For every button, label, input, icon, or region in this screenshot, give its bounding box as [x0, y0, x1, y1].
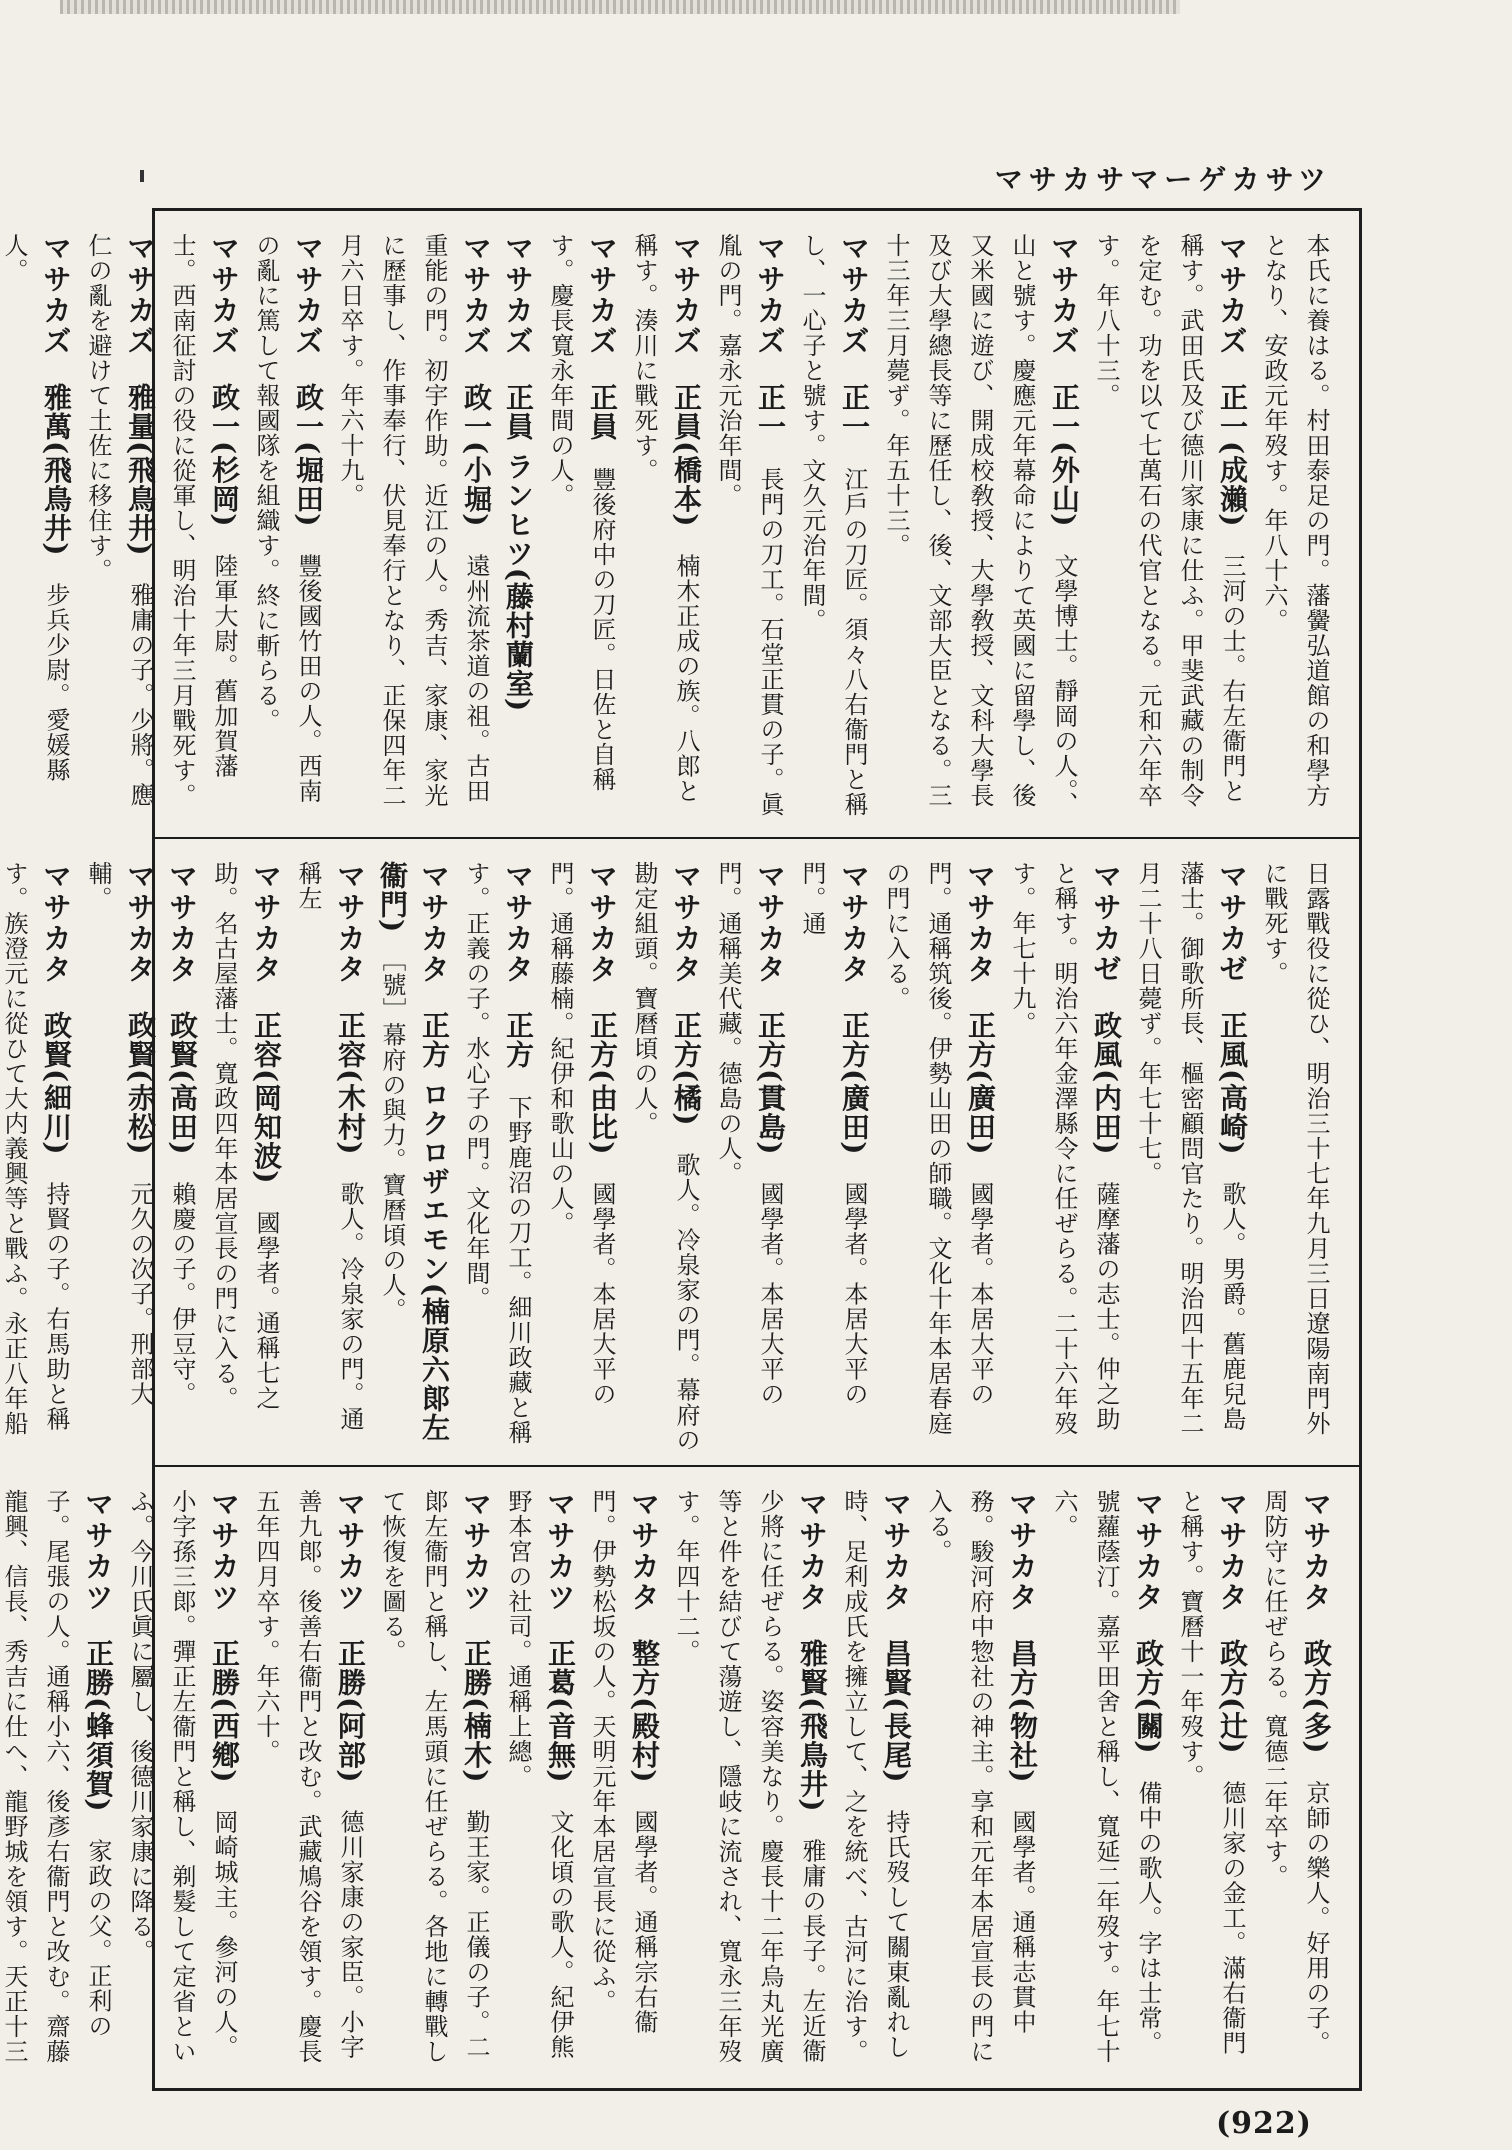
- entry-reading: マサカタ: [1299, 1489, 1333, 1613]
- entry-text: 京師の樂人。好用の子。周防守に任ぜらる。寬德二年卒す。: [1260, 1489, 1330, 2056]
- entry-name: 正勝(蜂須賀): [82, 1639, 115, 1813]
- entry-text: 雅庸の長子。左近衞少將に任ぜらる。姿容美なり。慶長十二年烏丸光廣等と件を結びて蕩遊し、隱岐に流され、寬永三年歿す。年四十二。: [672, 1489, 826, 2064]
- dictionary-entry: [791, 861, 875, 1453]
- dictionary-entry: [161, 861, 203, 1453]
- dictionary-entry: [497, 1489, 581, 2074]
- entry-text: 陸軍大尉。舊加賀藩士。西南征討の役に從軍し、明治十年三月戰死す。: [168, 233, 238, 808]
- entry-text: 家政の父。正利の子。尾張の人。通稱小六、後彥右衞門と改む。齋藤龍興、信長、秀吉に仕へ、龍野城を領す。天正十三: [0, 1489, 112, 2064]
- entry-name: 雅賢(飛鳥井): [796, 1639, 829, 1813]
- entry-name: 正方(廣田): [838, 1011, 871, 1156]
- entry-name: 政風(内田): [1090, 1011, 1123, 1156]
- dictionary-entry: [371, 1489, 497, 2074]
- entry-reading: マサカツ: [333, 1489, 367, 1613]
- dictionary-entry: [1001, 861, 1127, 1453]
- entry-reading: マサカタ: [249, 861, 283, 985]
- dictionary-entry: [497, 233, 539, 825]
- entry-text: 長門の刀工。石堂正貫の子。眞胤の門。嘉永元治年間。: [714, 233, 784, 817]
- entry-reading: マサカタ: [669, 861, 703, 985]
- dictionary-entry: [707, 861, 791, 1453]
- entry-text: 文化頃の歌人。紀伊熊野本宮の社司。通稱上總。: [504, 1489, 574, 2060]
- dictionary-entry: [161, 233, 245, 825]
- entry-text: 備中の歌人。字は士常。號蘿蔭汀。嘉平田舍と稱し、寬延二年歿す。年七十六。: [1050, 1489, 1162, 2064]
- entry-text: 本氏に養はる。村田泰足の門。藩黌弘道館の和學方となり、安政元年歿す。年八十六。: [1260, 233, 1330, 808]
- dictionary-entry: [245, 233, 329, 825]
- entry-name: 雅量(飛鳥井): [124, 383, 157, 557]
- entry-text: 歌人。冷泉家の門。通稱左: [294, 861, 364, 1432]
- entry-reading: マサカタ: [837, 861, 871, 985]
- entry-text: 國學者。本居大平の門。通: [798, 861, 868, 1407]
- entry-reading: マサカタ: [795, 1489, 829, 1613]
- entry-reading: マサカズ: [669, 233, 703, 357]
- dictionary-entry: [287, 861, 371, 1453]
- dictionary-entry: [203, 861, 287, 1453]
- entry-name: 整方(殿村): [628, 1639, 661, 1784]
- entry-name: 正葛(音無): [544, 1639, 577, 1784]
- entry-name: 正一(成瀨): [1216, 383, 1249, 528]
- entry-text: 豐後府中の刀匠。日佐と自稱す。慶長寬永年間の人。: [546, 233, 616, 792]
- entry-name: 正方(廣田): [964, 1011, 997, 1156]
- entry-name: 正容(木村): [334, 1011, 367, 1156]
- entry-name: 政賢(赤松): [124, 1011, 157, 1156]
- entries-middle: [0, 861, 1337, 1453]
- entry-name: 正方 ロクロザエモン(楠原六郞左衞門): [376, 861, 451, 1442]
- dictionary-entry: [833, 1489, 917, 2074]
- dictionary-entry: [875, 861, 1001, 1453]
- entry-text: 日露戰役に從ひ、明治三十七年九月三日遼陽南門外に戰死す。: [1260, 861, 1330, 1436]
- page-frame: [0, 208, 1362, 2091]
- entry-reading: マサカズ: [207, 233, 241, 357]
- dictionary-entry: [371, 861, 455, 1453]
- entry-name: 昌方(物社): [1006, 1639, 1039, 1784]
- entry-text: 豐後國竹田の人。西南の亂に篤して報國隊を組織す。終に斬らる。: [252, 233, 322, 804]
- entry-text: 國學者。本居大平の門。通稱筑後。伊勢山田の師職。文化十年本居春庭の門に入る。: [882, 861, 994, 1436]
- entry-text: 楠木正成の族。八郎と稱す。湊川に戰死す。: [630, 233, 700, 804]
- entry-name: 政方(辻): [1216, 1639, 1249, 1755]
- entry-reading: マサカズ: [501, 233, 535, 357]
- entry-reading: マサカズ: [123, 233, 157, 357]
- entry-reading: マサカタ: [165, 861, 199, 985]
- entry-name: 正一(外山): [1048, 383, 1081, 528]
- entry-reading: マサカタ: [627, 1489, 661, 1613]
- entry-text: 國學者。本居大平の門。通稱藤楠。紀伊和歌山の人。: [546, 861, 616, 1407]
- dictionary-entry: [1085, 233, 1253, 825]
- entry-text: 持賢の子。右馬助と稱す。族澄元に從ひて大内義興等と戰ふ。永正八年船: [0, 861, 70, 1436]
- tier-top: [0, 211, 1359, 839]
- dictionary-entry: [0, 1489, 119, 2074]
- dictionary-entry: [0, 861, 77, 1453]
- entry-reading: マサカツ: [207, 1489, 241, 1613]
- dictionary-entry: [1043, 1489, 1169, 2074]
- entry-name: 政一(杉岡): [208, 383, 241, 528]
- entry-name: 正容(岡知波): [250, 1011, 283, 1185]
- entry-text: 歌人。男爵。舊鹿兒島藩士。御歌所長、樞密顧問官たり。明治四十五年二月二十八日薨ず。年七十七。: [1134, 861, 1246, 1436]
- entries-top: [0, 233, 1337, 825]
- entry-name: 政賢(細川): [40, 1011, 73, 1156]
- entry-name: 昌賢(長尾): [880, 1639, 913, 1784]
- entry-text: 三河の士。右左衞門と稱す。武田氏及び德川家康に仕ふ。甲斐武藏の制令を定む。功を以て七萬石の代官となる。元和六年卒す。年八十三。: [1092, 233, 1246, 808]
- entry-name: 正方: [502, 1011, 535, 1069]
- dictionary-entry: [455, 861, 539, 1453]
- entry-text: 岡崎城主。參河の人。小字孫三郞。彈正左衞門と稱し、剃髮して定省といふ。今川氏眞に屬し、後德川家康に降る。: [126, 1489, 238, 2064]
- entry-reading: マサカタ: [1005, 1489, 1039, 1613]
- entry-name: 正方(貫島): [754, 1011, 787, 1156]
- entry-reading: マサカタ: [1215, 1489, 1249, 1613]
- entry-name: 正員 ランヒツ(藤村蘭室): [502, 383, 535, 713]
- entry-reading: マサカゼ: [1089, 861, 1123, 985]
- entry-reading: マサカズ: [753, 233, 787, 357]
- dictionary-entry: [581, 1489, 665, 2074]
- entry-name: 正員: [586, 383, 619, 441]
- entry-name: 正勝(楠木): [460, 1639, 493, 1784]
- entry-text: 賴慶の子。伊豆守。: [168, 1181, 196, 1407]
- entry-reading: マサカタ: [333, 861, 367, 985]
- entry-text: 下野鹿沼の刀工。細川政藏と稱す。正義の子。水心子の門。文化年間。: [462, 861, 532, 1445]
- entry-reading: マサカタ: [39, 861, 73, 985]
- entry-name: 正風(高崎): [1216, 1011, 1249, 1156]
- dictionary-entry: [1253, 1489, 1337, 2074]
- entry-reading: マサカタ: [585, 861, 619, 985]
- entry-reading: マサカタ: [417, 861, 451, 985]
- entry-text: 江戶の刀匠。須々八右衞門と稱し、一心子と號す。文久元治年間。: [798, 233, 868, 817]
- dictionary-entry: [707, 233, 791, 825]
- entry-reading: マサカズ: [1215, 233, 1249, 357]
- entry-text: 元久の次子。刑部大輔。: [84, 861, 154, 1407]
- entry-text: 德川家の金工。滿右衞門と稱す。寶曆十一年歿す。: [1176, 1489, 1246, 2056]
- entry-name: 正一: [754, 383, 787, 441]
- entry-reading: マサカタ: [123, 861, 157, 985]
- running-head: マサカサマーゲカサツ: [994, 163, 1332, 196]
- dictionary-entry: [875, 233, 1085, 825]
- entry-name: 正方(由比): [586, 1011, 619, 1156]
- entry-name: 正方(橘): [670, 1011, 703, 1127]
- dictionary-entry: [539, 861, 623, 1453]
- entry-reading: マサカズ: [39, 233, 73, 357]
- entry-name: 政賢(高田): [166, 1011, 199, 1156]
- entry-text: 德川家康の家臣。小字善九郞。後善右衞門と改む。武藏鳩谷を領す。慶長五年四月卒す。年六十。: [252, 1489, 364, 2064]
- entry-reading: マサカズ: [585, 233, 619, 357]
- entry-text: 勤王家。正儀の子。二郞左衞門と稱し、左馬頭に任ぜらる。各地に轉戰して恢復を圖る。: [378, 1489, 490, 2064]
- dictionary-entry: [77, 233, 161, 825]
- dictionary-entry: [245, 1489, 371, 2074]
- entry-name: 政一(堀田): [292, 383, 325, 528]
- entry-reading: マサカツ: [459, 1489, 493, 1613]
- dictionary-entry: [1169, 1489, 1253, 2074]
- entry-name: 政方(關): [1132, 1639, 1165, 1755]
- entry-text: 國學者。通稱宗右衞門。伊勢松坂の人。天明元年本居宣長に從ふ。: [588, 1489, 658, 2035]
- entry-name: 正勝(阿部): [334, 1639, 367, 1784]
- entry-reading: マサカタ: [753, 861, 787, 985]
- entry-reading: マサカズ: [1047, 233, 1081, 357]
- entry-name: 正員(橋本): [670, 383, 703, 528]
- entry-reading: マサカタ: [501, 861, 535, 985]
- entry-name: 正一: [838, 383, 871, 441]
- entry-reading: マサカツ: [81, 1489, 115, 1613]
- dictionary-entry: [665, 1489, 833, 2074]
- entry-text: ［號］幕府の與力。寶曆頃の人。: [378, 959, 406, 1323]
- entry-reading: マサカズ: [459, 233, 493, 357]
- dictionary-entry: [539, 233, 623, 825]
- entry-text: 雅庸の子。少將。應仁の亂を避けて土佐に移住す。: [84, 233, 154, 808]
- dictionary-entry: [1127, 861, 1253, 1453]
- dictionary-entry: [791, 233, 875, 825]
- tier-middle: [0, 839, 1359, 1467]
- entry-reading: マサカズ: [291, 233, 325, 357]
- entry-name: 政一(小堀): [460, 383, 493, 528]
- entry-reading: マサカタ: [1131, 1489, 1165, 1613]
- entry-text: 持氏歿して關東亂れし時、足利成氏を擁立して、之を統べ、古河に治す。: [840, 1489, 910, 2064]
- entry-reading: マサカズ: [837, 233, 871, 357]
- dictionary-entry: [1253, 861, 1337, 1453]
- dictionary-entry: [0, 233, 77, 825]
- entry-reading: マサカタ: [963, 861, 997, 985]
- dictionary-entry: [917, 1489, 1043, 2074]
- entry-reading: マサカゼ: [1215, 861, 1249, 985]
- page-number: (922): [1215, 2106, 1312, 2141]
- entry-text: 國學者。通稱志貫中務。駿河府中惣社の神主。享和元年本居宣長の門に入る。: [924, 1489, 1036, 2064]
- entry-text: 歌人。冷泉家の門。幕府の勘定組頭。寶曆頃の人。: [630, 861, 700, 1453]
- entry-name: 正勝(西鄕): [208, 1639, 241, 1784]
- entry-name: 政方(多): [1300, 1639, 1333, 1755]
- dictionary-entry: [329, 233, 497, 825]
- entry-text: 步兵少尉。愛媛縣人。: [0, 233, 70, 783]
- entry-reading: マサカツ: [543, 1489, 577, 1613]
- entry-reading: マサカタ: [879, 1489, 913, 1613]
- entry-text: 文學博士。靜岡の人。、山と號す。慶應元年幕命によりて英國に留學し、後又米國に遊び、開成校敎授、大學敎授、文科大學長及び大學總長等に歷任し、後、文部大臣となる。三十三年三月薨ず。年五十三。: [882, 233, 1078, 817]
- entry-text: 國學者。通稱七之助。名古屋藩士。寬政四年本居宣長の門に入る。: [210, 861, 280, 1411]
- entry-text: 薩摩藩の志士。仲之助と稱す。明治六年金澤縣令に任ぜらる。二十六年歿す。年七十九。: [1008, 861, 1120, 1436]
- entry-name: 雅萬(飛鳥井): [40, 383, 73, 557]
- scan-edge: [60, 0, 1180, 14]
- dictionary-entry: [119, 1489, 245, 2074]
- entry-text: 遠州流茶道の祖。古田重能の門。初宇作助。近江の人。秀吉、家康、家光に歷事し、作事奉行、伏見奉行となり、正保四年二月六日卒す。年六十九。: [336, 233, 490, 808]
- margin-tick: [140, 170, 144, 182]
- dictionary-entry: [623, 233, 707, 825]
- dictionary-entry: [1253, 233, 1337, 825]
- entry-text: 國學者。本居大平の門。通稱美代藏。德島の人。: [714, 861, 784, 1407]
- entries-bottom: [0, 1489, 1337, 2074]
- dictionary-entry: [77, 861, 161, 1453]
- tier-bottom: [0, 1467, 1359, 2088]
- dictionary-entry: [623, 861, 707, 1453]
